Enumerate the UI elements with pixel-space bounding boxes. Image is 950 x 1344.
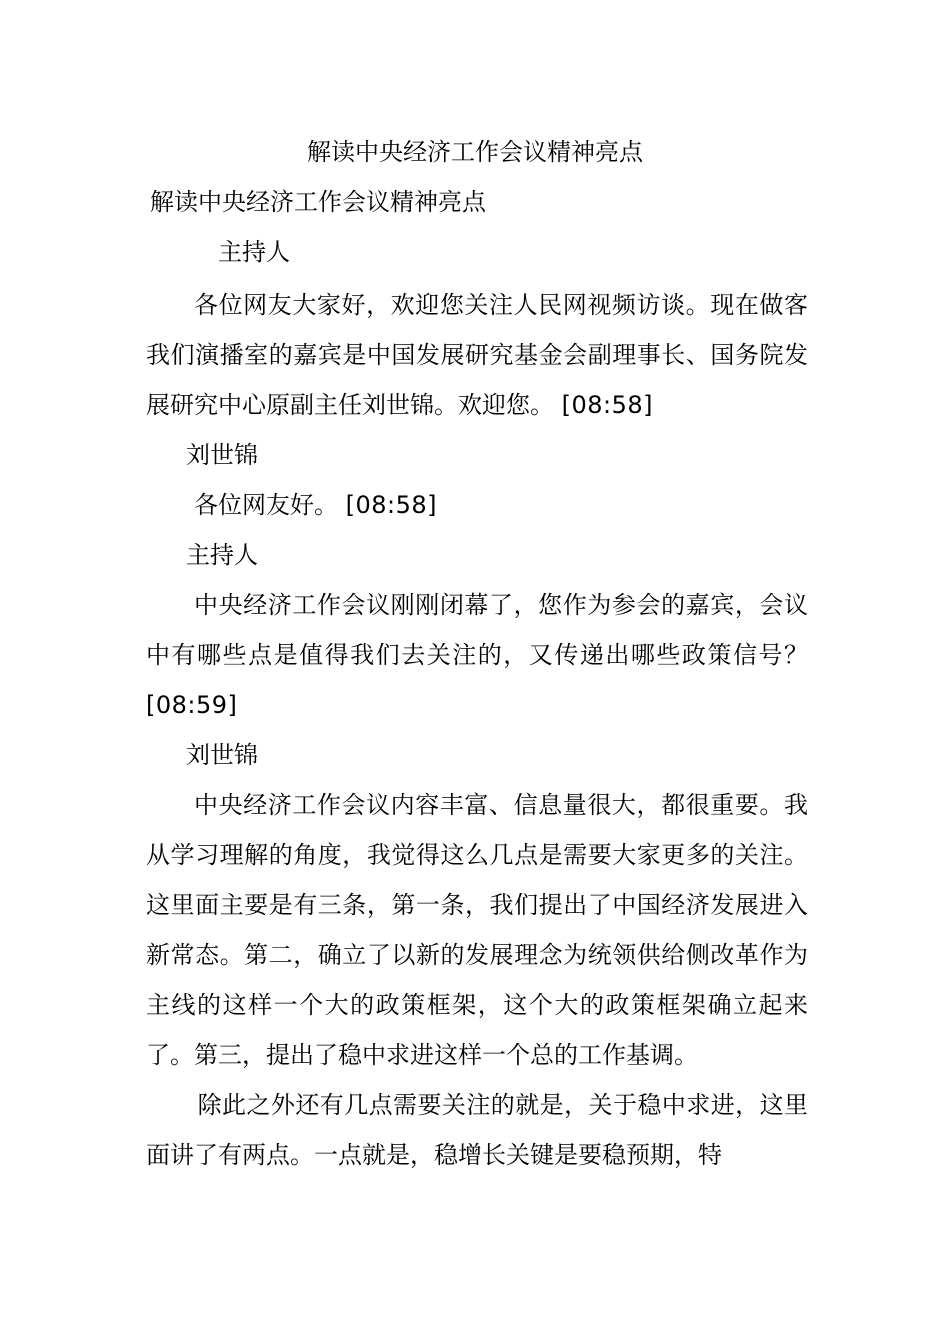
speaker-label-host: 主持人 xyxy=(218,238,290,266)
speaker-label-guest: 刘世锦 xyxy=(186,441,258,469)
paragraph-guest-greeting xyxy=(146,480,808,530)
timestamp: [08:58] xyxy=(561,391,654,419)
document-body xyxy=(146,280,808,1180)
paragraph-host-intro xyxy=(146,280,808,430)
paragraph-text: 各位网友好。 xyxy=(194,491,338,519)
paragraph-text: 中央经济工作会议刚刚闭幕了，您作为参会的嘉宾，会议中有哪些点是值得我们去关注的，又传递出哪些政策信号？ xyxy=(146,591,808,669)
speaker-label-host: 主持人 xyxy=(186,541,258,569)
paragraph-text: 各位网友大家好，欢迎您关注人民网视频访谈。现在做客我们演播室的嘉宾是中国发展研究基金会副理事长、国务院发展研究中心原副主任刘世锦。欢迎您。 xyxy=(146,291,808,419)
document-subtitle: 解读中央经济工作会议精神亮点 xyxy=(150,188,486,216)
paragraph-host-question xyxy=(146,580,808,730)
timestamp: [08:58] xyxy=(345,491,438,519)
timestamp: [08:59] xyxy=(146,691,238,719)
document-title: 解读中央经济工作会议精神亮点 xyxy=(307,138,643,166)
speaker-label-guest: 刘世锦 xyxy=(186,741,258,769)
paragraph-guest-answer-continued: 除此之外还有几点需要关注的就是，关于稳中求进，这里面讲了有两点。一点就是，稳增长关键是要稳预期，特 xyxy=(146,1091,808,1169)
paragraph-guest-answer: 中央经济工作会议内容丰富、信息量很大，都很重要。我从学习理解的角度，我觉得这么几点是需要大家更多的关注。这里面主要是有三条，第一条，我们提出了中国经济发展进入新常态。第二，确立了以新的发展理念为统领供给侧改革作为主线的这样一个大的政策框架，这个大的政策框架确立起来了。第三，提出了稳中求进这样一个总的工作基调。 xyxy=(146,791,808,1069)
